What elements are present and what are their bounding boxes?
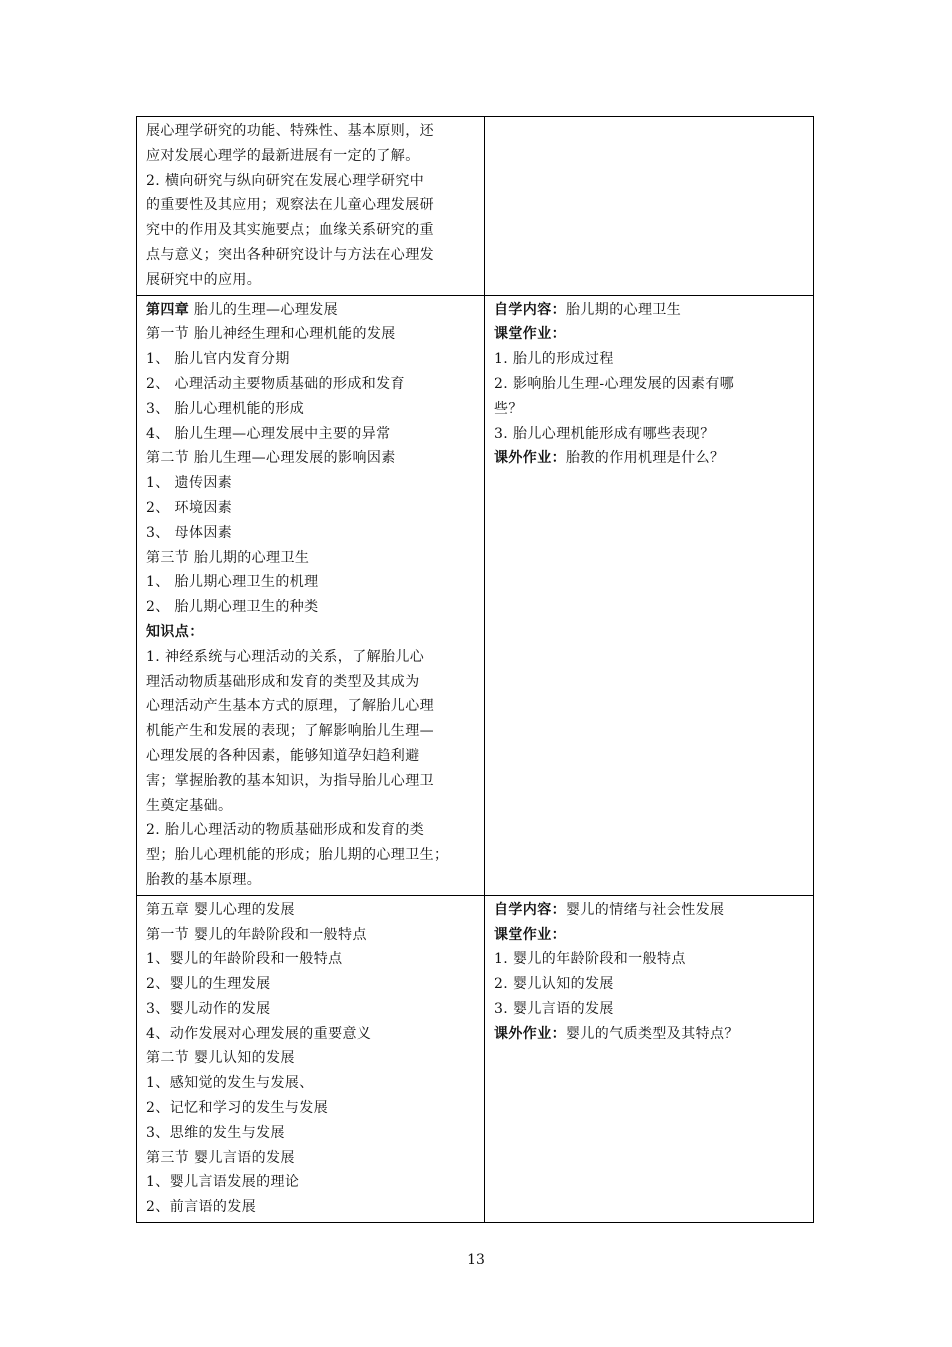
text-line [146, 496, 476, 521]
text-line [146, 1046, 476, 1071]
line-text: 应对发展心理学的最新进展有一定的了解。 [146, 147, 420, 164]
assignment-cell [485, 895, 814, 1222]
text-line [146, 422, 476, 447]
line-text: 2、 环境因素 [146, 499, 233, 516]
line-text: 第一节 胎儿神经生理和心理机能的发展 [146, 326, 396, 343]
text-line [146, 923, 476, 948]
text-line [146, 843, 476, 868]
line-text: 1、婴儿的年龄阶段和一般特点 [146, 951, 343, 968]
text-line [146, 546, 476, 571]
line-text: 2. 横向研究与纵向研究在发展心理学研究中 [146, 172, 425, 189]
text-line [146, 670, 476, 695]
line-text: 4、动作发展对心理发展的重要意义 [146, 1025, 372, 1042]
line-text: 2. 影响胎儿生理-心理发展的因素有哪 [494, 375, 735, 392]
text-line [146, 322, 476, 347]
text-line [494, 972, 805, 997]
line-text: 究中的作用及其实施要点；血缘关系研究的重 [146, 222, 434, 239]
bold-label: 课外作业： [494, 450, 566, 467]
bold-label: 第四章 [146, 301, 190, 318]
text-line [494, 997, 805, 1022]
line-text: 婴儿的气质类型及其特点？ [566, 1025, 739, 1042]
line-text: 点与意义；突出各种研究设计与方法在心理发 [146, 246, 434, 263]
line-text: 3、 胎儿心理机能的形成 [146, 400, 305, 417]
syllabus-table [136, 116, 814, 1223]
text-line [146, 694, 476, 719]
line-text: 理活动物质基础形成和发育的类型及其成为 [146, 673, 420, 690]
text-line [494, 422, 805, 447]
bold-label: 自学内容： [494, 901, 566, 918]
bold-label: 课堂作业： [494, 926, 566, 943]
line-text: 1、 遗传因素 [146, 475, 233, 492]
line-text: 1、 胎儿期心理卫生的机理 [146, 574, 319, 591]
line-text: 害；掌握胎教的基本知识，为指导胎儿心理卫 [146, 772, 434, 789]
text-line [494, 1022, 805, 1047]
table-row [137, 895, 814, 1222]
text-line [146, 397, 476, 422]
text-line [494, 298, 805, 323]
text-line [146, 144, 476, 169]
text-line [146, 595, 476, 620]
text-line [494, 322, 805, 347]
text-line [146, 471, 476, 496]
assignment-cell [485, 295, 814, 895]
text-line [146, 997, 476, 1022]
text-line [146, 521, 476, 546]
text-line [146, 645, 476, 670]
text-line [146, 1071, 476, 1096]
page-number: 13 [467, 1252, 485, 1268]
line-text: 胎教的作用机理是什么？ [566, 450, 725, 467]
line-text: 第一节 婴儿的年龄阶段和一般特点 [146, 926, 367, 943]
text-line [146, 119, 476, 144]
text-line [146, 372, 476, 397]
line-text: 2. 胎儿心理活动的物质基础形成和发育的类 [146, 822, 425, 839]
line-text: 3、婴儿动作的发展 [146, 1000, 271, 1017]
text-line [146, 898, 476, 923]
line-text: 1、婴儿言语发展的理论 [146, 1174, 300, 1191]
text-line [146, 570, 476, 595]
line-text: 1、 胎儿官内发育分期 [146, 351, 290, 368]
line-text: 第三节 胎儿期的心理卫生 [146, 549, 310, 566]
text-line [146, 868, 476, 893]
text-line [494, 397, 805, 422]
text-line [146, 218, 476, 243]
line-text: 1. 胎儿的形成过程 [494, 351, 614, 368]
text-line [146, 972, 476, 997]
text-line [146, 298, 476, 323]
text-line [146, 243, 476, 268]
text-line [146, 193, 476, 218]
content-cell [137, 895, 485, 1222]
bold-label: 知识点： [146, 623, 204, 640]
text-line [146, 794, 476, 819]
text-line [146, 719, 476, 744]
line-text: 1、感知觉的发生与发展、 [146, 1075, 314, 1092]
text-line [146, 446, 476, 471]
line-text: 1. 婴儿的年龄阶段和一般特点 [494, 951, 686, 968]
line-text: 些？ [494, 400, 523, 417]
line-text: 婴儿的情绪与社会性发展 [566, 901, 725, 918]
line-text: 1. 神经系统与心理活动的关系，了解胎儿心 [146, 648, 425, 665]
line-text: 2、 胎儿期心理卫生的种类 [146, 599, 319, 616]
text-line [146, 1195, 476, 1220]
line-text: 展心理学研究的功能、特殊性、基本原则，还 [146, 123, 434, 139]
line-text: 的重要性及其应用；观察法在儿童心理发展研 [146, 197, 434, 214]
line-text: 机能产生和发展的表现；了解影响胎儿生理— [146, 723, 434, 740]
text-line [146, 169, 476, 194]
text-line [494, 923, 805, 948]
bold-label: 课堂作业： [494, 326, 566, 343]
table-row [137, 117, 814, 296]
text-line [494, 372, 805, 397]
text-line [146, 769, 476, 794]
line-text: 第二节 婴儿认知的发展 [146, 1050, 295, 1067]
line-text: 2、前言语的发展 [146, 1199, 257, 1216]
table-row [137, 295, 814, 895]
line-text: 2、 心理活动主要物质基础的形成和发育 [146, 375, 405, 392]
line-text: 胎儿的生理—心理发展 [189, 301, 339, 318]
text-line [146, 620, 476, 645]
text-line [146, 1121, 476, 1146]
text-line [494, 898, 805, 923]
text-line [146, 347, 476, 372]
line-text: 胎教的基本原理。 [146, 871, 262, 888]
line-text: 3. 胎儿心理机能形成有哪些表现？ [494, 425, 715, 442]
text-line [146, 1022, 476, 1047]
text-line [146, 1170, 476, 1195]
syllabus-table-body [137, 117, 814, 1223]
content-cell [137, 295, 485, 895]
line-text: 2、婴儿的生理发展 [146, 976, 271, 993]
text-line [146, 268, 476, 293]
text-line [146, 744, 476, 769]
text-line [494, 947, 805, 972]
text-line [146, 947, 476, 972]
line-text: 2. 婴儿认知的发展 [494, 976, 614, 993]
line-text: 3、思维的发生与发展 [146, 1124, 285, 1141]
line-text: 第二节 胎儿生理—心理发展的影响因素 [146, 450, 396, 467]
line-text: 生奠定基础。 [146, 797, 233, 814]
bold-label: 课外作业： [494, 1025, 566, 1042]
text-line [146, 1146, 476, 1171]
line-text: 心理发展的各种因素，能够知道孕妇趋利避 [146, 747, 420, 764]
line-text: 3. 婴儿言语的发展 [494, 1000, 614, 1017]
line-text: 心理活动产生基本方式的原理，了解胎儿心理 [146, 698, 434, 715]
line-text: 展研究中的应用。 [146, 271, 262, 288]
line-text: 胎儿期的心理卫生 [566, 301, 682, 318]
line-text: 2、记忆和学习的发生与发展 [146, 1100, 329, 1117]
content-cell [137, 117, 485, 296]
line-text: 4、 胎儿生理—心理发展中主要的异常 [146, 425, 391, 442]
line-text: 3、 母体因素 [146, 524, 233, 541]
text-line [494, 446, 805, 471]
text-line [146, 1096, 476, 1121]
line-text: 第三节 婴儿言语的发展 [146, 1149, 295, 1166]
line-text: 第五章 婴儿心理的发展 [146, 901, 295, 918]
text-line [146, 818, 476, 843]
bold-label: 自学内容： [494, 301, 566, 318]
line-text: 型；胎儿心理机能的形成；胎儿期的心理卫生； [146, 847, 449, 864]
assignment-cell [485, 117, 814, 296]
text-line [494, 347, 805, 372]
